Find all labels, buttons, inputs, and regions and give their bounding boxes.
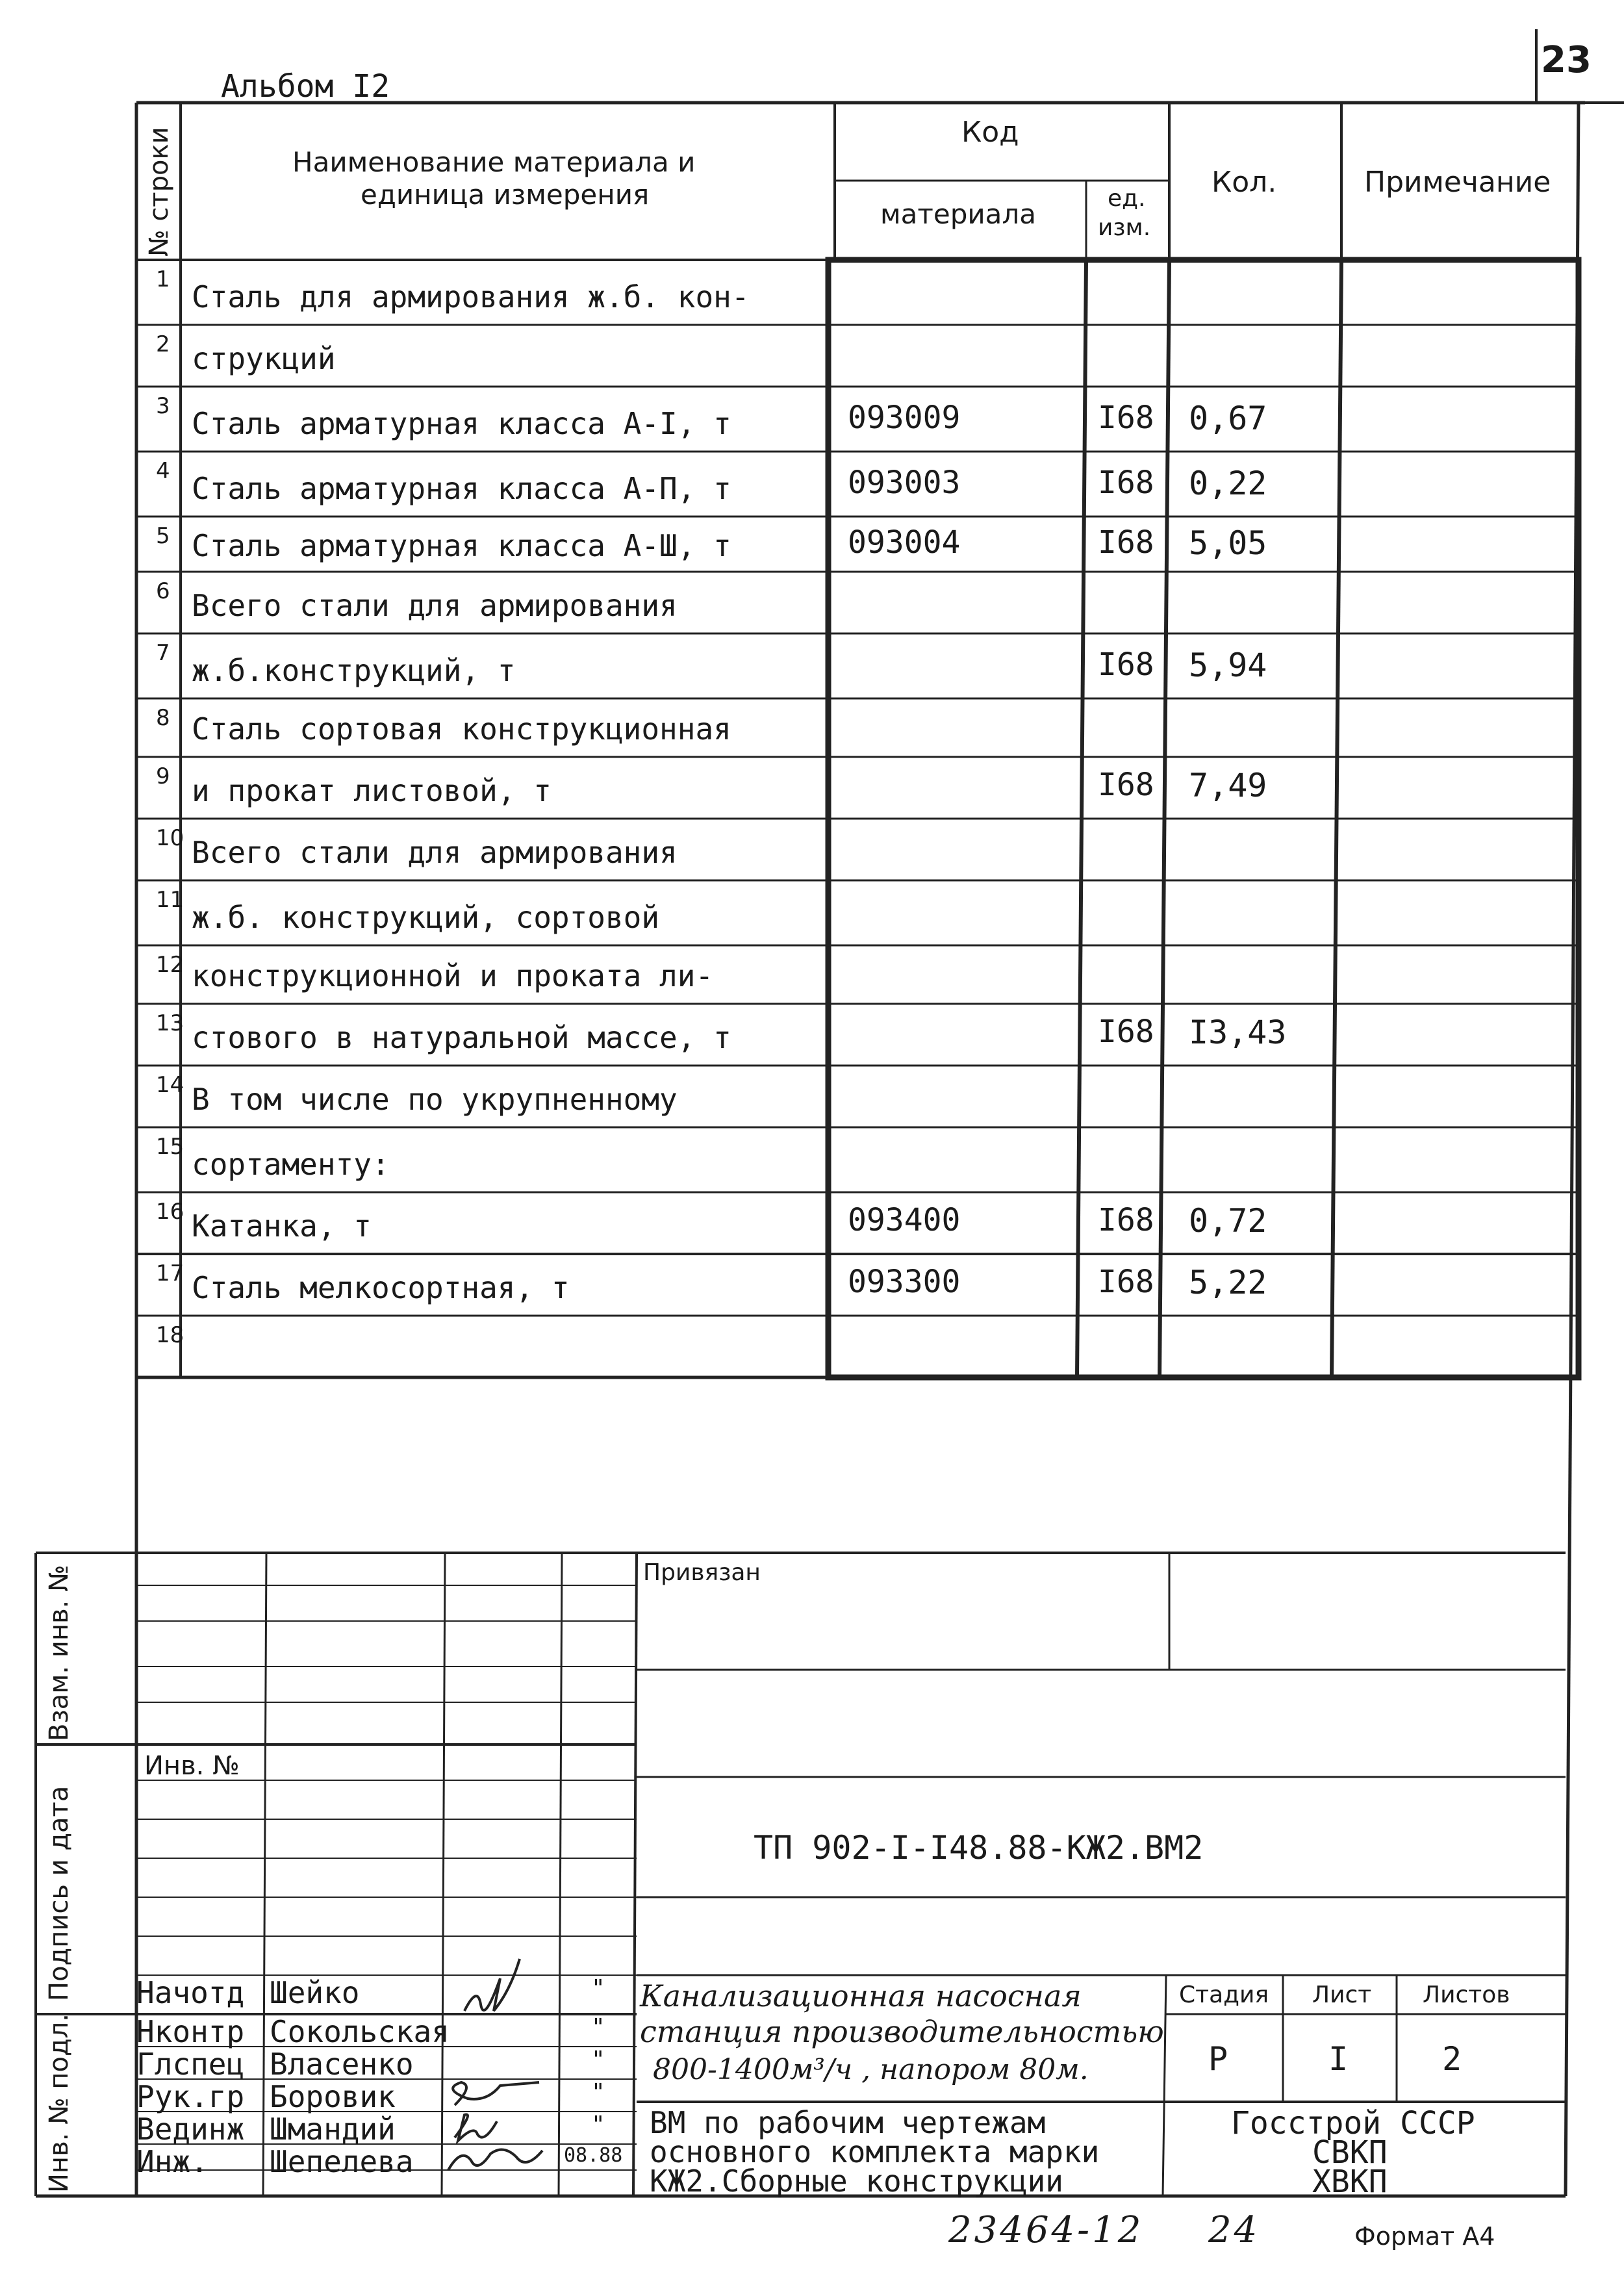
row-unit: I68: [1098, 465, 1154, 501]
row-name: Сталь мелкосортная, т: [192, 1270, 570, 1305]
signatory-role: Глспец: [136, 2047, 245, 2082]
album-label: Альбом I2: [221, 68, 390, 105]
signatory-name: Сокольская: [270, 2014, 450, 2049]
signatory-name: Шмандий: [270, 2112, 396, 2147]
row-unit: I68: [1098, 646, 1154, 683]
page-number: 23: [1541, 39, 1592, 81]
row-unit: I68: [1098, 767, 1154, 803]
header-name-line2: единица измерения: [361, 179, 650, 211]
stamp-title-line2: станция производительностью: [640, 2014, 1164, 2049]
stamp-org-line2: СВКП: [1312, 2134, 1388, 2171]
row-name: Всего стали для армирования: [192, 835, 678, 870]
row-quantity: 7,49: [1189, 767, 1267, 804]
stamp-doc-line3: КЖ2.Сборные конструкции: [650, 2164, 1063, 2199]
row-name: конструкционной и проката ли-: [192, 958, 714, 993]
row-number: 10: [156, 825, 184, 851]
row-number: 12: [156, 952, 184, 978]
header-row-number: № строки: [144, 127, 174, 257]
row-number: 7: [156, 640, 170, 666]
row-name: и прокат листовой, т: [192, 773, 552, 808]
row-number: 5: [156, 523, 170, 549]
header-name: Наименование материала и: [292, 146, 696, 178]
row-name: ж.б.конструкций, т: [192, 653, 516, 688]
row-code: 093400: [848, 1202, 961, 1238]
row-name: В том числе по укрупненному: [192, 1082, 678, 1117]
stamp-title-line1: Канализационная насосная: [640, 1978, 1082, 2013]
signatory-name: Боровик: [270, 2079, 396, 2114]
header-unit: ед.: [1108, 185, 1146, 212]
row-name: сортаменту:: [192, 1147, 390, 1182]
stamp-doc-line2: основного комплекта марки: [650, 2134, 1100, 2169]
row-code: 093009: [848, 400, 961, 436]
signatory-name: Власенко: [270, 2047, 414, 2082]
side-label-podpis: Подпись и дата: [44, 1785, 74, 2001]
stamp-privyazan: Привязан: [643, 1559, 761, 1586]
row-number: 6: [156, 578, 170, 604]
signatory-date: ": [591, 2047, 605, 2073]
signatory-date: ": [591, 2112, 605, 2138]
signature-shmandiy: [455, 2114, 497, 2141]
row-name: Сталь арматурная класса А-П, т: [192, 471, 731, 506]
signatory-name: Шепелева: [270, 2144, 414, 2179]
header-quantity: Кол.: [1212, 166, 1277, 199]
header-note: Примечание: [1364, 166, 1551, 199]
stamp-stage: Р: [1208, 2040, 1228, 2078]
row-name: Сталь арматурная класса А-I, т: [192, 406, 731, 441]
stamp-title-line3: 800-1400м³/ч , напором 80м.: [653, 2053, 1089, 2086]
stamp-sheet-label: Лист: [1312, 1982, 1372, 2008]
signatory-role: Инж.: [136, 2144, 209, 2179]
signature-sheyko: [464, 1959, 520, 2011]
row-name: стового в натуральной массе, т: [192, 1020, 731, 1055]
row-number: 15: [156, 1134, 184, 1160]
row-name: ж.б. конструкций, сортовой: [192, 900, 660, 935]
stamp-sheets-label: Листов: [1423, 1982, 1510, 2008]
row-number: 4: [156, 458, 170, 484]
row-number: 14: [156, 1072, 184, 1098]
signature-borovik: [453, 2082, 539, 2105]
row-name: Сталь для армирования ж.б. кон-: [192, 279, 750, 314]
signatory-role: Рук.гр: [136, 2079, 245, 2114]
signatory-role: Вединж: [136, 2112, 245, 2147]
row-quantity: 5,94: [1189, 646, 1267, 684]
footer-archive-number: 23464-12: [948, 2209, 1144, 2251]
row-number: 2: [156, 331, 170, 357]
row-quantity: 0,72: [1189, 1202, 1267, 1240]
row-code: 093004: [848, 524, 961, 561]
side-label-inv-podl: Инв. № подл.: [44, 2013, 74, 2193]
row-number: 16: [156, 1199, 184, 1225]
signatory-date: ": [591, 2079, 605, 2106]
row-name: Катанка, т: [192, 1208, 372, 1244]
row-quantity: 0,22: [1189, 465, 1267, 502]
header-unit-line2: изм.: [1098, 214, 1151, 241]
row-quantity: 0,67: [1189, 400, 1267, 437]
signatory-role: Начотд: [136, 1975, 245, 2010]
signatory-date: 08.88: [564, 2144, 623, 2167]
stamp-org-line1: Госстрой СССР: [1231, 2105, 1475, 2141]
row-name: струкций: [192, 341, 336, 376]
row-number: 13: [156, 1010, 184, 1036]
signatory-name: Шейко: [270, 1975, 360, 2010]
row-name: Сталь арматурная класса А-Ш, т: [192, 528, 731, 563]
signatory-role: Нконтр: [136, 2014, 245, 2049]
row-unit: I68: [1098, 400, 1154, 436]
stamp-stage-label: Стадия: [1179, 1982, 1269, 2008]
stamp-sheets: 2: [1442, 2040, 1462, 2078]
row-number: 18: [156, 1322, 184, 1348]
row-number: 17: [156, 1260, 184, 1286]
stamp-designation: ТП 902-I-I48.88-КЖ2.ВМ2: [754, 1829, 1204, 1867]
stamp-sheet: I: [1328, 2040, 1349, 2078]
row-number: 9: [156, 763, 170, 789]
signatory-date: ": [591, 2014, 605, 2041]
row-number: 1: [156, 266, 170, 292]
row-name: Сталь сортовая конструкционная: [192, 711, 731, 747]
row-name: Всего стали для армирования: [192, 588, 678, 623]
row-code: 093300: [848, 1264, 961, 1300]
stamp-org-line3: ХВКП: [1312, 2164, 1388, 2200]
row-code: 093003: [848, 465, 961, 501]
footer-page: 24: [1208, 2209, 1260, 2251]
header-code-material: материала: [880, 198, 1037, 230]
footer-format: Формат А4: [1354, 2222, 1495, 2251]
row-unit: I68: [1098, 524, 1154, 561]
row-number: 11: [156, 887, 184, 913]
row-number: 3: [156, 393, 170, 419]
stamp-doc-line1: ВМ по рабочим чертежам: [650, 2105, 1046, 2140]
stamp-inv-no: Инв. №: [144, 1751, 240, 1781]
row-quantity: 5,05: [1189, 524, 1267, 562]
row-unit: I68: [1098, 1264, 1154, 1300]
row-unit: I68: [1098, 1014, 1154, 1050]
signature-shepeleva: [448, 2150, 542, 2170]
row-quantity: 5,22: [1189, 1264, 1267, 1301]
row-number: 8: [156, 705, 170, 731]
side-label-vzam: Взам. инв. №: [44, 1565, 74, 1741]
signatory-date: ": [591, 1975, 605, 2002]
header-code: Код: [961, 116, 1019, 149]
row-unit: I68: [1098, 1202, 1154, 1238]
row-quantity: I3,43: [1189, 1014, 1287, 1051]
